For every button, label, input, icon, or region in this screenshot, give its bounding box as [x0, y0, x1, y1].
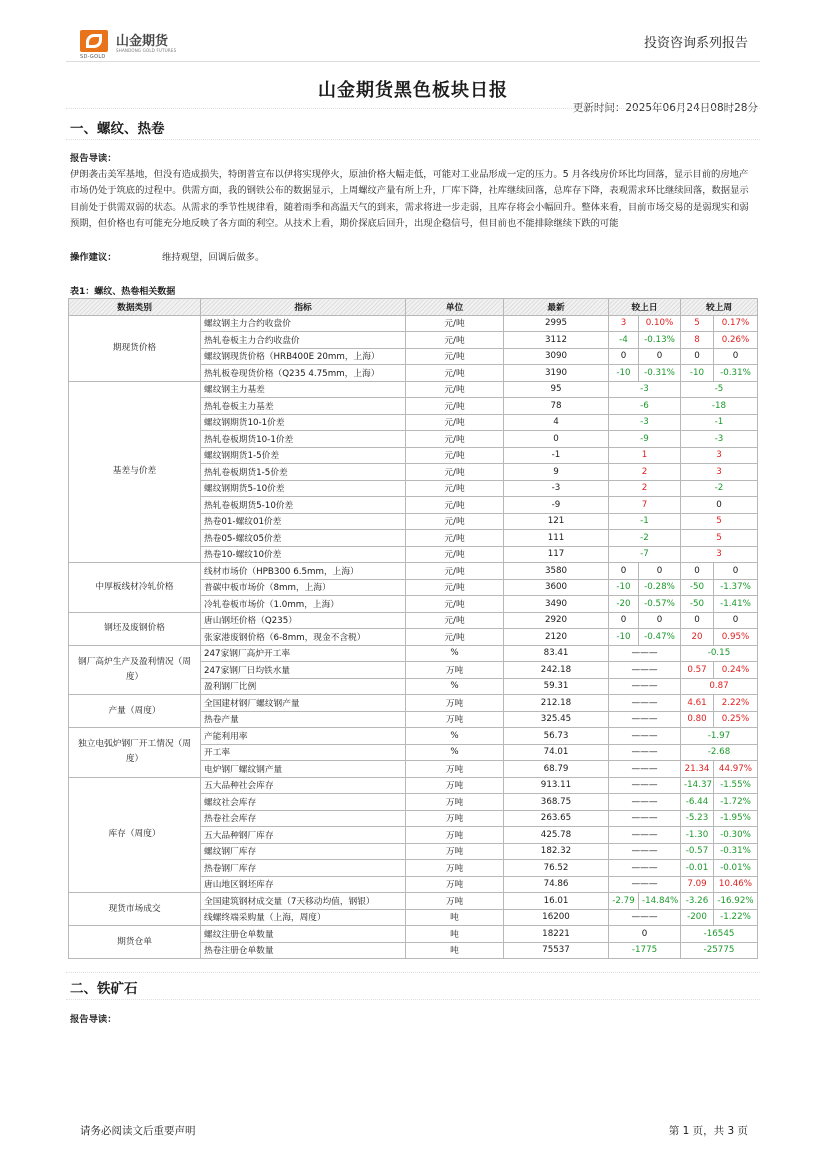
unit-cell: 元/吨 — [406, 546, 504, 563]
unit-cell: 元/吨 — [406, 513, 504, 530]
week-change-cell: -50 — [681, 596, 714, 613]
week-change-cell: -5 — [681, 381, 758, 398]
unit-cell: 万吨 — [406, 662, 504, 679]
day-change-cell: 2 — [609, 480, 681, 497]
indicator-cell: 热轧板卷现货价格（Q235 4.75mm，上海） — [201, 365, 406, 382]
table-row — [69, 645, 758, 662]
unit-cell: 万吨 — [406, 794, 504, 811]
unit-cell: 万吨 — [406, 827, 504, 844]
header-category: 数据类别 — [69, 299, 201, 316]
week-change-pct-cell: 0.25% — [714, 711, 758, 728]
table-caption: 表1：螺纹、热卷相关数据 — [70, 287, 176, 297]
category-cell: 独立电弧炉钢厂开工情况（周度） — [69, 728, 201, 778]
indicator-cell: 张家港废钢价格（6-8mm，现金不含税） — [201, 629, 406, 646]
unit-cell: 元/吨 — [406, 629, 504, 646]
week-change-pct-cell: 0.24% — [714, 662, 758, 679]
unit-cell: 吨 — [406, 942, 504, 959]
week-change-cell: -18 — [681, 398, 758, 415]
indicator-cell: 电炉钢厂螺纹钢产量 — [201, 761, 406, 778]
week-change-cell: -50 — [681, 579, 714, 596]
table-row — [69, 728, 758, 745]
day-change-pct-cell: -0.57% — [639, 596, 681, 613]
week-change-pct-cell: -0.01% — [714, 860, 758, 877]
day-change-cell: ——— — [609, 695, 681, 712]
week-change-cell: -3.26 — [681, 893, 714, 910]
indicator-cell: 热轧卷板主力合约收盘价 — [201, 332, 406, 349]
report-series: 投资咨询系列报告 — [643, 36, 748, 51]
rebar-hrc-table — [68, 298, 758, 959]
week-change-pct-cell: -1.41% — [714, 596, 758, 613]
day-change-cell: -9 — [609, 431, 681, 448]
day-change-cell: ——— — [609, 843, 681, 860]
indicator-cell: 螺纹钢厂库存 — [201, 843, 406, 860]
unit-cell: 元/吨 — [406, 431, 504, 448]
week-change-cell: -6.44 — [681, 794, 714, 811]
unit-cell: % — [406, 744, 504, 761]
week-change-pct-cell: -1.95% — [714, 810, 758, 827]
week-change-cell: 3 — [681, 447, 758, 464]
unit-cell: 万吨 — [406, 695, 504, 712]
week-change-cell: -0.01 — [681, 860, 714, 877]
day-change-cell: ——— — [609, 777, 681, 794]
unit-cell: 万吨 — [406, 810, 504, 827]
week-change-cell: -1 — [681, 414, 758, 431]
week-change-cell: 5 — [681, 513, 758, 530]
company-logo — [80, 30, 176, 58]
section-heading-rebar: 一、螺纹、热卷 — [70, 121, 165, 137]
day-change-pct-cell: 0.10% — [639, 315, 681, 332]
day-change-cell: -1 — [609, 513, 681, 530]
week-change-cell: -2 — [681, 480, 758, 497]
latest-cell: 3580 — [504, 563, 609, 580]
day-change-cell: ——— — [609, 728, 681, 745]
unit-cell: 元/吨 — [406, 464, 504, 481]
day-change-pct-cell: 0 — [639, 612, 681, 629]
indicator-cell: 热卷注册仓单数量 — [201, 942, 406, 959]
indicator-cell: 热轧卷板期货1-5价差 — [201, 464, 406, 481]
unit-cell: 元/吨 — [406, 348, 504, 365]
week-change-cell: -1.30 — [681, 827, 714, 844]
day-change-pct-cell: -0.47% — [639, 629, 681, 646]
category-cell: 产量（周度） — [69, 695, 201, 728]
page-number: 第 1 页，共 3 页 — [668, 1125, 748, 1137]
unit-cell: 万吨 — [406, 893, 504, 910]
table-row — [69, 612, 758, 629]
day-change-cell: 2 — [609, 464, 681, 481]
indicator-cell: 唐山地区钢坯库存 — [201, 876, 406, 893]
week-change-cell: 0 — [681, 497, 758, 514]
day-change-cell: 0 — [609, 563, 639, 580]
latest-cell: 2120 — [504, 629, 609, 646]
indicator-cell: 热卷钢厂库存 — [201, 860, 406, 877]
indicator-cell: 螺纹钢期货10-1价差 — [201, 414, 406, 431]
unit-cell: 元/吨 — [406, 497, 504, 514]
day-change-cell: 7 — [609, 497, 681, 514]
indicator-cell: 热卷01-螺纹01价差 — [201, 513, 406, 530]
day-change-cell: ——— — [609, 711, 681, 728]
day-change-cell: ——— — [609, 876, 681, 893]
latest-cell: 0 — [504, 431, 609, 448]
latest-cell: 325.45 — [504, 711, 609, 728]
indicator-cell: 螺纹钢主力基差 — [201, 381, 406, 398]
week-change-cell: -14.37 — [681, 777, 714, 794]
unit-cell: 元/吨 — [406, 315, 504, 332]
day-change-cell: -2 — [609, 530, 681, 547]
latest-cell: 76.52 — [504, 860, 609, 877]
day-change-pct-cell: 0 — [639, 563, 681, 580]
indicator-cell: 热卷产量 — [201, 711, 406, 728]
day-change-cell: ——— — [609, 810, 681, 827]
week-change-pct-cell: 2.22% — [714, 695, 758, 712]
week-change-cell: 0.87 — [681, 678, 758, 695]
week-change-cell: 0.80 — [681, 711, 714, 728]
indicator-cell: 产能利用率 — [201, 728, 406, 745]
day-change-cell: ——— — [609, 645, 681, 662]
table-row — [69, 695, 758, 712]
day-change-cell: -7 — [609, 546, 681, 563]
week-change-cell: -10 — [681, 365, 714, 382]
table-row — [69, 926, 758, 943]
day-change-cell: 0 — [609, 612, 639, 629]
unit-cell: 万吨 — [406, 761, 504, 778]
day-change-cell: -3 — [609, 381, 681, 398]
disclaimer-note: 请务必阅读文后重要声明 — [80, 1125, 196, 1137]
day-change-cell: -10 — [609, 629, 639, 646]
day-change-cell: -1775 — [609, 942, 681, 959]
guide-label-iron-ore: 报告导读： — [70, 1014, 117, 1025]
latest-cell: 56.73 — [504, 728, 609, 745]
unit-cell: 元/吨 — [406, 365, 504, 382]
dotted-divider — [66, 972, 760, 973]
update-time: 更新时间：2025年06月24日08时28分 — [572, 102, 758, 114]
week-change-cell: 0 — [681, 348, 714, 365]
day-change-cell: ——— — [609, 860, 681, 877]
unit-cell: 元/吨 — [406, 447, 504, 464]
unit-cell: % — [406, 678, 504, 695]
latest-cell: 263.65 — [504, 810, 609, 827]
week-change-cell: -200 — [681, 909, 714, 926]
week-change-pct-cell: -1.72% — [714, 794, 758, 811]
day-change-pct-cell: -14.84% — [639, 893, 681, 910]
week-change-pct-cell: 44.97% — [714, 761, 758, 778]
week-change-pct-cell: -16.92% — [714, 893, 758, 910]
indicator-cell: 五大品种社会库存 — [201, 777, 406, 794]
week-change-pct-cell: 0.26% — [714, 332, 758, 349]
week-change-cell: 5 — [681, 530, 758, 547]
day-change-cell: -10 — [609, 579, 639, 596]
table-row — [69, 563, 758, 580]
unit-cell: 元/吨 — [406, 563, 504, 580]
logo-mark-icon — [80, 30, 110, 58]
indicator-cell: 247家钢厂高炉开工率 — [201, 645, 406, 662]
indicator-cell: 五大品种钢厂库存 — [201, 827, 406, 844]
latest-cell: 3490 — [504, 596, 609, 613]
unit-cell: 元/吨 — [406, 612, 504, 629]
day-change-pct-cell: -0.31% — [639, 365, 681, 382]
week-change-pct-cell: -0.30% — [714, 827, 758, 844]
unit-cell: 万吨 — [406, 843, 504, 860]
category-cell: 钢厂高炉生产及盈利情况（周度） — [69, 645, 201, 695]
week-change-cell: 0 — [681, 612, 714, 629]
advice-text: 维持观望，回调后做多。 — [162, 252, 265, 263]
day-change-cell: -4 — [609, 332, 639, 349]
week-change-pct-cell: 10.46% — [714, 876, 758, 893]
unit-cell: 元/吨 — [406, 480, 504, 497]
latest-cell: -3 — [504, 480, 609, 497]
indicator-cell: 全国建材钢厂螺纹钢产量 — [201, 695, 406, 712]
latest-cell: 368.75 — [504, 794, 609, 811]
week-change-pct-cell: -1.55% — [714, 777, 758, 794]
week-change-cell: 8 — [681, 332, 714, 349]
week-change-pct-cell: -1.37% — [714, 579, 758, 596]
indicator-cell: 线材市场价（HPB300 6.5mm，上海） — [201, 563, 406, 580]
category-cell: 库存（周度） — [69, 777, 201, 893]
latest-cell: 16200 — [504, 909, 609, 926]
guide-label: 报告导读： — [70, 153, 117, 164]
day-change-cell: ——— — [609, 761, 681, 778]
latest-cell: 75537 — [504, 942, 609, 959]
category-cell: 期现货价格 — [69, 315, 201, 381]
unit-cell: 万吨 — [406, 876, 504, 893]
table-row — [69, 893, 758, 910]
week-change-pct-cell: 0 — [714, 348, 758, 365]
day-change-cell: ——— — [609, 794, 681, 811]
latest-cell: 68.79 — [504, 761, 609, 778]
header-unit: 单位 — [406, 299, 504, 316]
day-change-cell: 0 — [609, 926, 681, 943]
week-change-cell: -0.57 — [681, 843, 714, 860]
unit-cell: 万吨 — [406, 860, 504, 877]
unit-cell: 元/吨 — [406, 381, 504, 398]
page-title: 山金期货黑色板块日报 — [318, 80, 508, 101]
day-change-cell: -3 — [609, 414, 681, 431]
unit-cell: 元/吨 — [406, 579, 504, 596]
latest-cell: 74.01 — [504, 744, 609, 761]
latest-cell: 2995 — [504, 315, 609, 332]
unit-cell: 万吨 — [406, 711, 504, 728]
guide-text: 伊朗袭击美军基地，但没有造成损失，特朗普宣布以伊将实现停火，原油价格大幅走低，可能对工业品形成一定的压力。5 月各线房价环比均回落，显示目前的房地产市场仍处于筑底的过程中。供需方面，我的钢铁公布的数据显示，上周螺纹产量有所上升，厂库下降，社库继续回落，总库存下降，表观需求环比继续回落，数据显示目前处于供需双弱的状态。从需求的季节性规律看，随着雨季和高温天气的到来，需求将进一步走弱，且库存将会小幅回升。整体来看，目前市场交易的是弱现实和弱预期，但价格也有可能充分地反映了各方面的利空。从技术上看，期价探底后回升，出现企稳信号，但目前也不能排除继续下跌的可能 — [70, 169, 749, 229]
day-change-cell: ——— — [609, 909, 681, 926]
indicator-cell: 唐山钢坯价格（Q235） — [201, 612, 406, 629]
day-change-pct-cell: 0 — [639, 348, 681, 365]
week-change-cell: -5.23 — [681, 810, 714, 827]
indicator-cell: 热轧卷板期货10-1价差 — [201, 431, 406, 448]
category-cell: 中厚板线材冷轧价格 — [69, 563, 201, 613]
indicator-cell: 冷轧卷板市场价（1.0mm，上海） — [201, 596, 406, 613]
indicator-cell: 螺纹注册仓单数量 — [201, 926, 406, 943]
week-change-cell: -3 — [681, 431, 758, 448]
indicator-cell: 247家钢厂日均铁水量 — [201, 662, 406, 679]
indicator-cell: 螺纹钢期货5-10价差 — [201, 480, 406, 497]
advice-label: 操作建议： — [70, 252, 117, 263]
day-change-cell: ——— — [609, 662, 681, 679]
latest-cell: 9 — [504, 464, 609, 481]
latest-cell: 117 — [504, 546, 609, 563]
latest-cell: 212.18 — [504, 695, 609, 712]
week-change-cell: -0.15 — [681, 645, 758, 662]
latest-cell: 74.86 — [504, 876, 609, 893]
week-change-pct-cell: 0.95% — [714, 629, 758, 646]
latest-cell: 3190 — [504, 365, 609, 382]
latest-cell: 3112 — [504, 332, 609, 349]
day-change-cell: -2.79 — [609, 893, 639, 910]
indicator-cell: 热轧卷板期货5-10价差 — [201, 497, 406, 514]
unit-cell: 吨 — [406, 926, 504, 943]
latest-cell: 3090 — [504, 348, 609, 365]
latest-cell: 83.41 — [504, 645, 609, 662]
section-heading-iron-ore: 二、铁矿石 — [70, 981, 138, 997]
week-change-cell: 0.57 — [681, 662, 714, 679]
day-change-cell: -10 — [609, 365, 639, 382]
category-cell: 现货市场成交 — [69, 893, 201, 926]
week-change-pct-cell: -0.31% — [714, 843, 758, 860]
unit-cell: 万吨 — [406, 777, 504, 794]
day-change-cell: ——— — [609, 678, 681, 695]
indicator-cell: 螺纹钢期货1-5价差 — [201, 447, 406, 464]
latest-cell: 2920 — [504, 612, 609, 629]
logo-sub: SD-GOLD — [80, 54, 106, 60]
indicator-cell: 热卷社会库存 — [201, 810, 406, 827]
indicator-cell: 线螺终端采购量（上海，周度） — [201, 909, 406, 926]
week-change-cell: -25775 — [681, 942, 758, 959]
day-change-cell: ——— — [609, 827, 681, 844]
week-change-pct-cell: -1.22% — [714, 909, 758, 926]
unit-cell: 元/吨 — [406, 530, 504, 547]
indicator-cell: 螺纹钢现货价格（HRB400E 20mm，上海） — [201, 348, 406, 365]
table-row — [69, 777, 758, 794]
unit-cell: % — [406, 645, 504, 662]
week-change-cell: 3 — [681, 546, 758, 563]
latest-cell: -9 — [504, 497, 609, 514]
week-change-pct-cell: 0.17% — [714, 315, 758, 332]
week-change-cell: 21.34 — [681, 761, 714, 778]
week-change-pct-cell: 0 — [714, 612, 758, 629]
latest-cell: 18221 — [504, 926, 609, 943]
indicator-cell: 全国建筑钢材成交量（7天移动均值，钢银） — [201, 893, 406, 910]
category-cell: 钢坯及废钢价格 — [69, 612, 201, 645]
day-change-cell: -20 — [609, 596, 639, 613]
indicator-cell: 普碳中板市场价（8mm，上海） — [201, 579, 406, 596]
latest-cell: 121 — [504, 513, 609, 530]
latest-cell: 16.01 — [504, 893, 609, 910]
week-change-cell: -2.68 — [681, 744, 758, 761]
logo-english: SHANDONG GOLD FUTURES — [116, 47, 177, 53]
dotted-divider — [66, 999, 760, 1000]
operation-advice — [70, 251, 265, 265]
table-header-row — [69, 299, 758, 316]
latest-cell: 78 — [504, 398, 609, 415]
latest-cell: 242.18 — [504, 662, 609, 679]
day-change-cell: 1 — [609, 447, 681, 464]
week-change-cell: 3 — [681, 464, 758, 481]
table-row — [69, 381, 758, 398]
indicator-cell: 螺纹社会库存 — [201, 794, 406, 811]
latest-cell: 182.32 — [504, 843, 609, 860]
report-guide — [70, 151, 756, 232]
header-latest: 最新 — [504, 299, 609, 316]
latest-cell: -1 — [504, 447, 609, 464]
header-indicator: 指标 — [201, 299, 406, 316]
latest-cell: 95 — [504, 381, 609, 398]
dotted-divider — [66, 108, 760, 109]
week-change-cell: 20 — [681, 629, 714, 646]
day-change-pct-cell: -0.13% — [639, 332, 681, 349]
unit-cell: 吨 — [406, 909, 504, 926]
indicator-cell: 盈利钢厂比例 — [201, 678, 406, 695]
day-change-cell: -6 — [609, 398, 681, 415]
day-change-cell: ——— — [609, 744, 681, 761]
dotted-divider — [66, 139, 760, 140]
day-change-pct-cell: -0.28% — [639, 579, 681, 596]
week-change-cell: 5 — [681, 315, 714, 332]
week-change-cell: 0 — [681, 563, 714, 580]
week-change-pct-cell: 0 — [714, 563, 758, 580]
latest-cell: 913.11 — [504, 777, 609, 794]
indicator-cell: 热卷05-螺纹05价差 — [201, 530, 406, 547]
day-change-cell: 3 — [609, 315, 639, 332]
week-change-cell: -16545 — [681, 926, 758, 943]
indicator-cell: 螺纹钢主力合约收盘价 — [201, 315, 406, 332]
category-cell: 期货仓单 — [69, 926, 201, 959]
indicator-cell: 开工率 — [201, 744, 406, 761]
latest-cell: 4 — [504, 414, 609, 431]
logo-name: 山金期货 — [116, 33, 169, 49]
indicator-cell: 热卷10-螺纹10价差 — [201, 546, 406, 563]
indicator-cell: 热轧卷板主力基差 — [201, 398, 406, 415]
unit-cell: % — [406, 728, 504, 745]
week-change-cell: -1.97 — [681, 728, 758, 745]
latest-cell: 3600 — [504, 579, 609, 596]
latest-cell: 111 — [504, 530, 609, 547]
latest-cell: 59.31 — [504, 678, 609, 695]
latest-cell: 425.78 — [504, 827, 609, 844]
unit-cell: 元/吨 — [406, 398, 504, 415]
header-vs-prev-week: 较上周 — [681, 299, 758, 316]
table-row — [69, 315, 758, 332]
day-change-cell: 0 — [609, 348, 639, 365]
unit-cell: 元/吨 — [406, 332, 504, 349]
unit-cell: 元/吨 — [406, 414, 504, 431]
unit-cell: 元/吨 — [406, 596, 504, 613]
week-change-pct-cell: -0.31% — [714, 365, 758, 382]
header-vs-prev-day: 较上日 — [609, 299, 681, 316]
header-divider — [66, 61, 760, 62]
week-change-cell: 7.09 — [681, 876, 714, 893]
category-cell: 基差与价差 — [69, 381, 201, 563]
week-change-cell: 4.61 — [681, 695, 714, 712]
